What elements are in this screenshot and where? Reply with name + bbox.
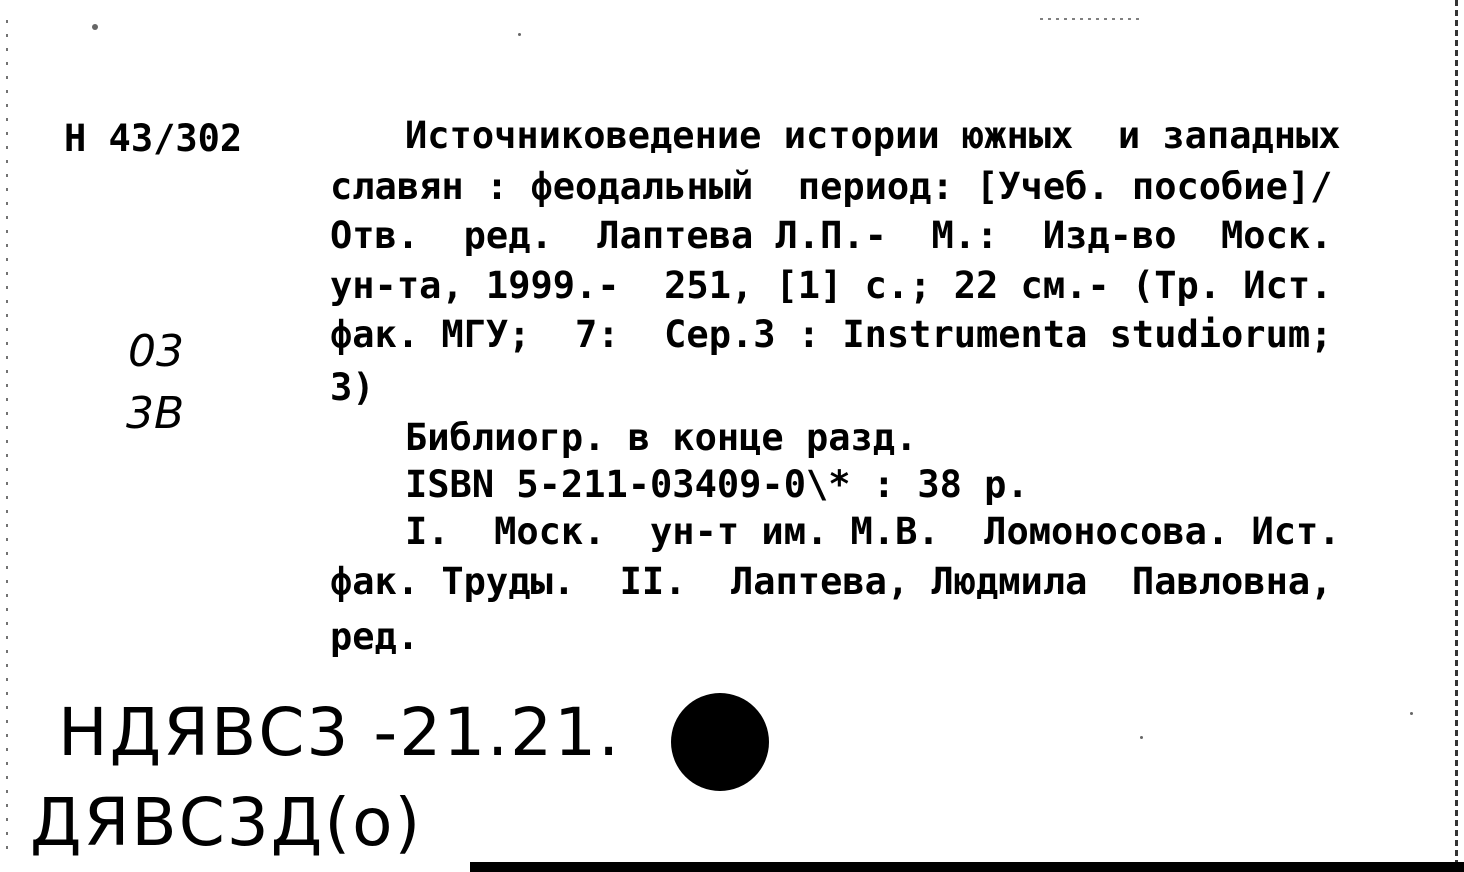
entry-line: фак. МГУ; 7: Сер.3 : Instrumenta studiorum; (330, 313, 1333, 356)
bibliography-note: Библиогр. в конце разд. (405, 416, 918, 459)
tracing-line: ред. (330, 615, 420, 658)
speck (518, 33, 521, 36)
card-top-edge (1040, 18, 1140, 20)
punch-hole (671, 693, 769, 791)
handwritten-index-2: ДЯВС3Д(о) (30, 784, 423, 861)
handwritten-code-2: 3В (126, 388, 185, 439)
handwritten-code-1: 03 (128, 326, 184, 377)
entry-line: славян : феодальный период: [Учеб. пособие]/ (330, 165, 1333, 208)
entry-line: ун-та, 1999.- 251, [1] с.; 22 см.- (Тр. Ист. (330, 264, 1333, 307)
call-number: Н 43/302 (64, 117, 243, 160)
speck (1410, 712, 1413, 715)
speck (1140, 736, 1143, 739)
tracing-line: фак. Труды. II. Лаптева, Людмила Павловна, (330, 560, 1333, 603)
tracing-line: I. Моск. ун-т им. М.В. Ломоносова. Ист. (405, 510, 1341, 553)
card-right-edge (1455, 0, 1458, 872)
entry-title-line: Источниковедение истории южных и западных (405, 114, 1341, 157)
isbn-line: ISBN 5-211-03409-0\* : 38 р. (405, 463, 1029, 506)
speck (92, 24, 98, 30)
handwritten-index-1: НДЯВС3 -21.21. (58, 694, 622, 771)
card-left-edge (6, 20, 8, 860)
card-bottom-shadow (470, 862, 1464, 872)
entry-line: 3) (330, 366, 375, 409)
entry-line: Отв. ред. Лаптева Л.П.- М.: Изд-во Моск. (330, 214, 1333, 257)
